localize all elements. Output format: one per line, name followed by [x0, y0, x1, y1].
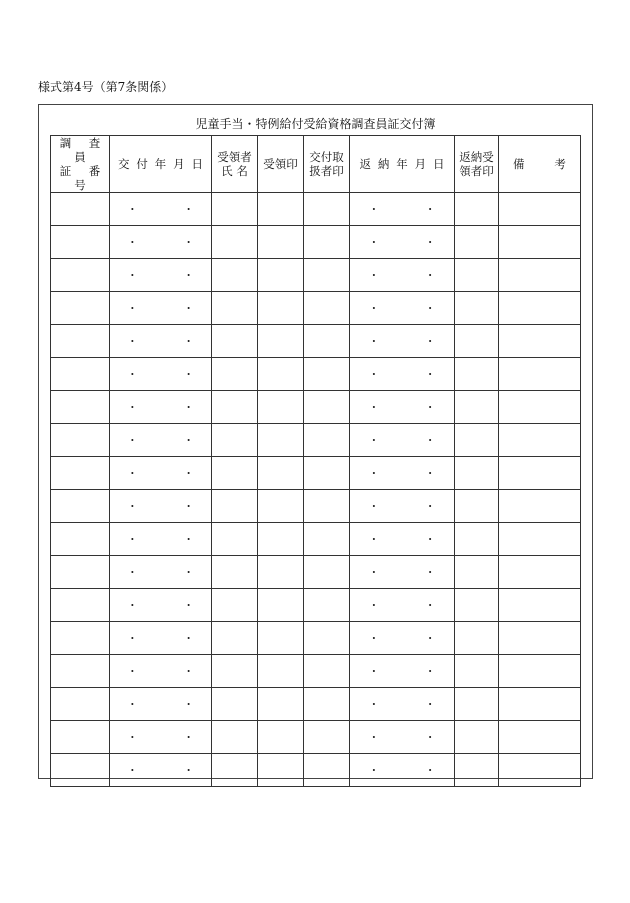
recipient-seal-cell[interactable]: [258, 754, 304, 787]
recipient-seal-cell[interactable]: [258, 655, 304, 688]
issue-date-cell[interactable]: [110, 358, 216, 391]
recipient-seal-cell[interactable]: [258, 490, 304, 523]
remarks-cell[interactable]: [499, 226, 581, 259]
id-number-cell[interactable]: [51, 358, 110, 391]
issuer-seal-cell[interactable]: [304, 688, 350, 721]
issuer-seal-cell[interactable]: [304, 754, 350, 787]
register-row: [51, 325, 581, 358]
return-seal-cell[interactable]: [455, 226, 499, 259]
date-separator-dots: ・ ・: [368, 433, 457, 447]
recipient-name-cell[interactable]: [212, 589, 258, 622]
issue-date-cell[interactable]: [110, 622, 216, 655]
return-seal-cell[interactable]: [455, 754, 499, 787]
issue-date-cell[interactable]: [110, 226, 216, 259]
id-number-cell[interactable]: [51, 556, 110, 589]
date-separator-dots: ・ ・: [368, 730, 457, 744]
return-date-cell[interactable]: [350, 292, 455, 325]
date-separator-dots: ・ ・: [126, 466, 216, 480]
remarks-cell[interactable]: [499, 655, 581, 688]
recipient-seal-cell[interactable]: [258, 325, 304, 358]
recipient-seal-cell[interactable]: [258, 193, 304, 226]
id-number-cell[interactable]: [51, 721, 110, 754]
id-number-cell[interactable]: [51, 754, 110, 787]
return-date-cell[interactable]: [350, 358, 455, 391]
header-issue-date: 交付年月日: [110, 136, 212, 193]
remarks-cell[interactable]: [499, 358, 581, 391]
remarks-cell[interactable]: [499, 193, 581, 226]
register-row: [51, 292, 581, 325]
remarks-cell[interactable]: [499, 325, 581, 358]
issue-date-cell[interactable]: [110, 754, 216, 787]
date-separator-dots: ・ ・: [126, 730, 216, 744]
return-seal-cell[interactable]: [455, 292, 499, 325]
issue-date-cell[interactable]: [110, 325, 216, 358]
issue-date-cell[interactable]: [110, 721, 216, 754]
date-separator-dots: ・ ・: [126, 235, 216, 249]
issuer-seal-cell[interactable]: [304, 292, 350, 325]
recipient-name-cell[interactable]: [212, 424, 258, 457]
issuer-seal-cell[interactable]: [304, 589, 350, 622]
issuer-seal-cell[interactable]: [304, 721, 350, 754]
return-date-cell[interactable]: [350, 754, 455, 787]
return-seal-cell[interactable]: [455, 391, 499, 424]
issue-date-cell[interactable]: [110, 193, 216, 226]
remarks-cell[interactable]: [499, 754, 581, 787]
issuer-seal-cell[interactable]: [304, 226, 350, 259]
date-separator-dots: ・ ・: [126, 334, 216, 348]
recipient-name-cell[interactable]: [212, 721, 258, 754]
issuer-seal-cell[interactable]: [304, 457, 350, 490]
recipient-name-cell[interactable]: [212, 193, 258, 226]
recipient-name-cell[interactable]: [212, 655, 258, 688]
date-separator-dots: ・ ・: [126, 433, 216, 447]
id-number-cell[interactable]: [51, 325, 110, 358]
recipient-name-cell[interactable]: [212, 259, 258, 292]
recipient-seal-cell[interactable]: [258, 622, 304, 655]
issue-date-cell[interactable]: [110, 292, 216, 325]
recipient-name-cell[interactable]: [212, 457, 258, 490]
recipient-seal-cell[interactable]: [258, 589, 304, 622]
return-date-cell[interactable]: [350, 391, 455, 424]
id-number-cell[interactable]: [51, 655, 110, 688]
date-separator-dots: ・ ・: [126, 367, 216, 381]
id-number-cell[interactable]: [51, 259, 110, 292]
form-number-label: 様式第4号（第7条関係）: [38, 80, 174, 94]
issuer-seal-cell[interactable]: [304, 622, 350, 655]
return-date-cell[interactable]: [350, 655, 455, 688]
return-date-cell[interactable]: [350, 457, 455, 490]
date-separator-dots: ・ ・: [368, 202, 457, 216]
id-number-cell[interactable]: [51, 292, 110, 325]
recipient-name-cell[interactable]: [212, 688, 258, 721]
return-date-cell[interactable]: [350, 325, 455, 358]
register-row: [51, 622, 581, 655]
header-remarks: 備考: [499, 136, 581, 193]
remarks-cell[interactable]: [499, 424, 581, 457]
return-date-cell[interactable]: [350, 556, 455, 589]
recipient-seal-cell[interactable]: [258, 226, 304, 259]
date-separator-dots: ・ ・: [368, 367, 457, 381]
register-row: [51, 556, 581, 589]
issuer-seal-cell[interactable]: [304, 259, 350, 292]
id-number-cell[interactable]: [51, 622, 110, 655]
issue-date-cell[interactable]: [110, 457, 216, 490]
date-separator-dots: ・ ・: [126, 631, 216, 645]
date-separator-dots: ・ ・: [368, 400, 457, 414]
recipient-seal-cell[interactable]: [258, 457, 304, 490]
remarks-cell[interactable]: [499, 589, 581, 622]
remarks-cell[interactable]: [499, 490, 581, 523]
id-number-cell[interactable]: [51, 457, 110, 490]
register-row: [51, 226, 581, 259]
date-separator-dots: ・ ・: [126, 598, 216, 612]
header-row: [51, 136, 581, 193]
header-id-number: 調 査 員 証 番 号: [51, 136, 110, 193]
date-separator-dots: ・ ・: [368, 301, 457, 315]
recipient-name-cell[interactable]: [212, 622, 258, 655]
recipient-name-cell[interactable]: [212, 358, 258, 391]
header-return-seal: 返納受 領者印: [455, 136, 499, 193]
id-number-cell[interactable]: [51, 490, 110, 523]
issue-date-cell[interactable]: [110, 424, 216, 457]
date-separator-dots: ・ ・: [126, 565, 216, 579]
recipient-name-cell[interactable]: [212, 490, 258, 523]
recipient-name-cell[interactable]: [212, 556, 258, 589]
date-separator-dots: ・ ・: [126, 532, 216, 546]
header-recipient-name: 受領者 氏 名: [212, 136, 258, 193]
date-separator-dots: ・ ・: [368, 499, 457, 513]
issue-date-cell[interactable]: [110, 688, 216, 721]
return-seal-cell[interactable]: [455, 655, 499, 688]
header-return-date: 返納年月日: [350, 136, 455, 193]
recipient-seal-cell[interactable]: [258, 391, 304, 424]
return-date-cell[interactable]: [350, 259, 455, 292]
return-seal-cell[interactable]: [455, 193, 499, 226]
register-row: [51, 655, 581, 688]
return-seal-cell[interactable]: [455, 325, 499, 358]
remarks-cell[interactable]: [499, 457, 581, 490]
issue-date-cell[interactable]: [110, 655, 216, 688]
register-row: [51, 589, 581, 622]
issuance-register-table: [50, 135, 596, 787]
return-date-cell[interactable]: [350, 523, 455, 556]
recipient-seal-cell[interactable]: [258, 259, 304, 292]
date-separator-dots: ・ ・: [126, 400, 216, 414]
date-separator-dots: ・ ・: [126, 763, 216, 777]
return-date-cell[interactable]: [350, 622, 455, 655]
return-date-cell[interactable]: [350, 721, 455, 754]
id-number-cell[interactable]: [51, 391, 110, 424]
return-seal-cell[interactable]: [455, 358, 499, 391]
return-date-cell[interactable]: [350, 688, 455, 721]
date-separator-dots: ・ ・: [368, 466, 457, 480]
issue-date-cell[interactable]: [110, 490, 216, 523]
remarks-cell[interactable]: [499, 556, 581, 589]
recipient-seal-cell[interactable]: [258, 721, 304, 754]
return-seal-cell[interactable]: [455, 259, 499, 292]
return-date-cell[interactable]: [350, 424, 455, 457]
issue-date-cell[interactable]: [110, 523, 216, 556]
register-row: [51, 358, 581, 391]
remarks-cell[interactable]: [499, 523, 581, 556]
date-separator-dots: ・ ・: [368, 598, 457, 612]
remarks-cell[interactable]: [499, 259, 581, 292]
issuer-seal-cell[interactable]: [304, 391, 350, 424]
header-issuer-seal: 交付取 扱者印: [304, 136, 350, 193]
register-row: [51, 259, 581, 292]
remarks-cell[interactable]: [499, 391, 581, 424]
form-frame: [38, 104, 596, 779]
date-separator-dots: ・ ・: [368, 565, 457, 579]
header-recipient-seal: 受領印: [258, 136, 304, 193]
return-seal-cell[interactable]: [455, 688, 499, 721]
date-separator-dots: ・ ・: [368, 631, 457, 645]
recipient-seal-cell[interactable]: [258, 292, 304, 325]
recipient-seal-cell[interactable]: [258, 688, 304, 721]
recipient-name-cell[interactable]: [212, 523, 258, 556]
issuer-seal-cell[interactable]: [304, 358, 350, 391]
date-separator-dots: ・ ・: [368, 763, 457, 777]
date-separator-dots: ・ ・: [368, 664, 457, 678]
date-separator-dots: ・ ・: [126, 202, 216, 216]
register-row: [51, 457, 581, 490]
return-seal-cell[interactable]: [455, 457, 499, 490]
issuer-seal-cell[interactable]: [304, 556, 350, 589]
return-seal-cell[interactable]: [455, 523, 499, 556]
id-number-cell[interactable]: [51, 226, 110, 259]
register-row: [51, 523, 581, 556]
remarks-cell[interactable]: [499, 622, 581, 655]
return-date-cell[interactable]: [350, 193, 455, 226]
issue-date-cell[interactable]: [110, 589, 216, 622]
date-separator-dots: ・ ・: [368, 334, 457, 348]
return-seal-cell[interactable]: [455, 556, 499, 589]
issue-date-cell[interactable]: [110, 259, 216, 292]
date-separator-dots: ・ ・: [126, 664, 216, 678]
document-title: 児童手当・特例給付受給資格調査員証交付簿: [195, 117, 436, 131]
issuer-seal-cell[interactable]: [304, 655, 350, 688]
register-row: [51, 193, 581, 226]
remarks-cell[interactable]: [499, 721, 581, 754]
recipient-seal-cell[interactable]: [258, 358, 304, 391]
id-number-cell[interactable]: [51, 589, 110, 622]
issuer-seal-cell[interactable]: [304, 325, 350, 358]
recipient-seal-cell[interactable]: [258, 424, 304, 457]
date-separator-dots: ・ ・: [368, 697, 457, 711]
issue-date-cell[interactable]: [110, 391, 216, 424]
id-number-cell[interactable]: [51, 424, 110, 457]
return-seal-cell[interactable]: [455, 721, 499, 754]
register-row: [51, 424, 581, 457]
id-number-cell[interactable]: [51, 193, 110, 226]
recipient-name-cell[interactable]: [212, 754, 258, 787]
issuer-seal-cell[interactable]: [304, 193, 350, 226]
register-body: [51, 193, 581, 787]
issuer-seal-cell[interactable]: [304, 490, 350, 523]
return-seal-cell[interactable]: [455, 589, 499, 622]
issuer-seal-cell[interactable]: [304, 424, 350, 457]
return-date-cell[interactable]: [350, 226, 455, 259]
recipient-name-cell[interactable]: [212, 292, 258, 325]
issuer-seal-cell[interactable]: [304, 523, 350, 556]
remarks-cell[interactable]: [499, 292, 581, 325]
id-number-cell[interactable]: [51, 688, 110, 721]
return-seal-cell[interactable]: [455, 622, 499, 655]
issue-date-cell[interactable]: [110, 556, 216, 589]
return-date-cell[interactable]: [350, 589, 455, 622]
return-seal-cell[interactable]: [455, 424, 499, 457]
return-date-cell[interactable]: [350, 490, 455, 523]
date-separator-dots: ・ ・: [126, 301, 216, 315]
id-number-cell[interactable]: [51, 523, 110, 556]
recipient-name-cell[interactable]: [212, 226, 258, 259]
date-separator-dots: ・ ・: [126, 697, 216, 711]
date-separator-dots: ・ ・: [368, 235, 457, 249]
date-separator-dots: ・ ・: [126, 268, 216, 282]
recipient-name-cell[interactable]: [212, 391, 258, 424]
recipient-seal-cell[interactable]: [258, 523, 304, 556]
recipient-seal-cell[interactable]: [258, 556, 304, 589]
return-seal-cell[interactable]: [455, 490, 499, 523]
date-separator-dots: ・ ・: [368, 532, 457, 546]
register-row: [51, 721, 581, 754]
recipient-name-cell[interactable]: [212, 325, 258, 358]
date-separator-dots: ・ ・: [368, 268, 457, 282]
remarks-cell[interactable]: [499, 688, 581, 721]
date-separator-dots: ・ ・: [126, 499, 216, 513]
register-row: [51, 391, 581, 424]
register-row: [51, 490, 581, 523]
register-row: [51, 688, 581, 721]
register-row: [51, 754, 581, 787]
